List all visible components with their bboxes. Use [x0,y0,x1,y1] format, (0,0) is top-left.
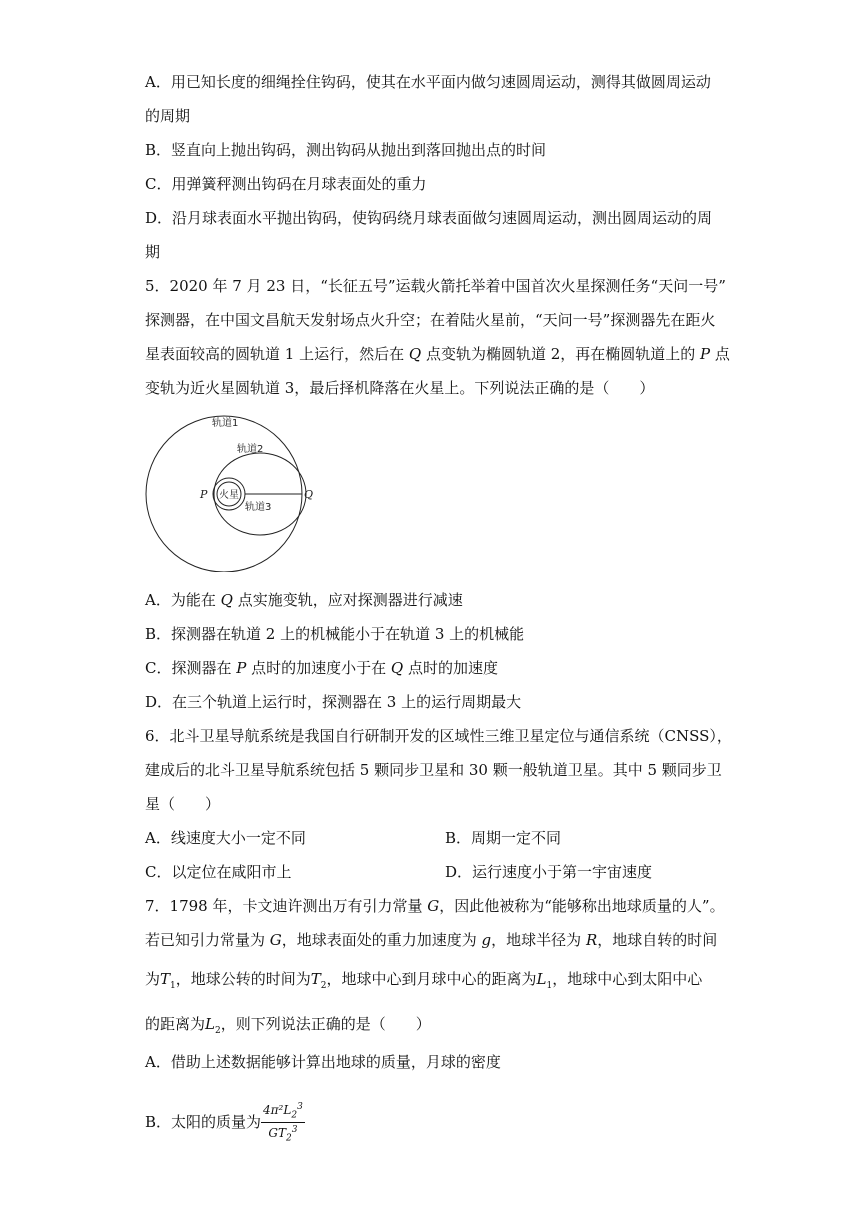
q5-option-a: A．为能在 Q 点实施变轨，应对探测器进行减速 [145,591,463,609]
q5-option-b: B．探测器在轨道 2 上的机械能小于在轨道 3 上的机械能 [145,625,525,643]
orbit-diagram [143,410,323,572]
q4-option-a-line1: A．用已知长度的细绳拴住钩码，使其在水平面内做匀速圆周运动，测得其做圆周运动 [145,73,711,91]
point-p-label: P [200,488,208,501]
mars-label: 火星 [219,490,239,501]
orbit-2-label: 轨道2 [237,444,264,455]
q6-stem-line2: 建成后的北斗卫星导航系统包括 5 颗同步卫星和 30 颗一般轨道卫星。其中 5 颗同步卫 [145,761,722,779]
q4-option-a-line2: 的周期 [145,107,191,125]
q5-option-c: C．探测器在 P 点时的加速度小于在 Q 点时的加速度 [145,659,498,677]
q5-stem-line3: 星表面较高的圆轨道 1 上运行，然后在 Q 点变轨为椭圆轨道 2，再在椭圆轨道上的 P 点 [145,345,730,363]
q4-option-b: B．竖直向上抛出钩码，测出钩码从抛出到落回抛出点的时间 [145,141,547,159]
q6-option-b: B．周期一定不同 [445,829,562,847]
q4-option-d-line1: D．沿月球表面水平抛出钩码，使钩码绕月球表面做匀速圆周运动，测出圆周运动的周 [145,209,713,227]
sun-mass-fraction: $\frac{4\pi^2L_2^3}{GT_2^3}$ [263,1102,303,1144]
orbit-3-label: 轨道3 [245,502,272,513]
q5-stem-line4: 变轨为近火星圆轨道 3，最后择机降落在火星上。下列说法正确的是（ ） [145,379,655,397]
q7-stem-line4: 的距离为$L_2$，则下列说法正确的是（ ） [145,1015,431,1036]
q6-stem-line1: 6．北斗卫星导航系统是我国自行研制开发的区域性三维卫星定位与通信系统（CNSS）， [145,727,732,745]
q4-option-d-line2: 期 [145,243,161,261]
q7-option-a: A．借助上述数据能够计算出地球的质量，月球的密度 [145,1053,501,1071]
q7-option-b: B．太阳的质量为 $\frac{4\pi^2L_2^3}{GT_2^3}$ [145,1102,303,1144]
q5-stem-line1: 5．2020 年 7 月 23 日，“长征五号”运载火箭托举着中国首次火星探测任务“天问一号” [145,277,726,295]
q6-stem-line3: 星（ ） [145,795,221,813]
q7-stem-line3: 为$T_1$，地球公转的时间为$T_2$，地球中心到月球中心的距离为$L_1$，地球中心到太阳中心 [145,970,703,991]
q7-stem-line2: 若已知引力常量为 G，地球表面处的重力加速度为 g，地球半径为 R，地球自转的时间 [145,931,718,949]
q6-option-c: C．以定位在咸阳市上 [145,863,292,881]
point-q-label: Q [304,488,314,501]
q5-stem-line2: 探测器，在中国文昌航天发射场点火升空；在着陆火星前，“天问一号”探测器先在距火 [145,311,716,329]
q7-stem-line1: 7．1798 年，卡文迪许测出万有引力常量 G，因此他被称为“能够称出地球质量的人”。 [145,897,725,915]
q6-option-d: D．运行速度小于第一宇宙速度 [445,863,653,881]
q5-option-d: D．在三个轨道上运行时，探测器在 3 上的运行周期最大 [145,693,522,711]
q6-option-a: A．线速度大小一定不同 [145,829,306,847]
orbit-1-label: 轨道1 [212,418,239,429]
q4-option-c: C．用弹簧秤测出钩码在月球表面处的重力 [145,175,427,193]
